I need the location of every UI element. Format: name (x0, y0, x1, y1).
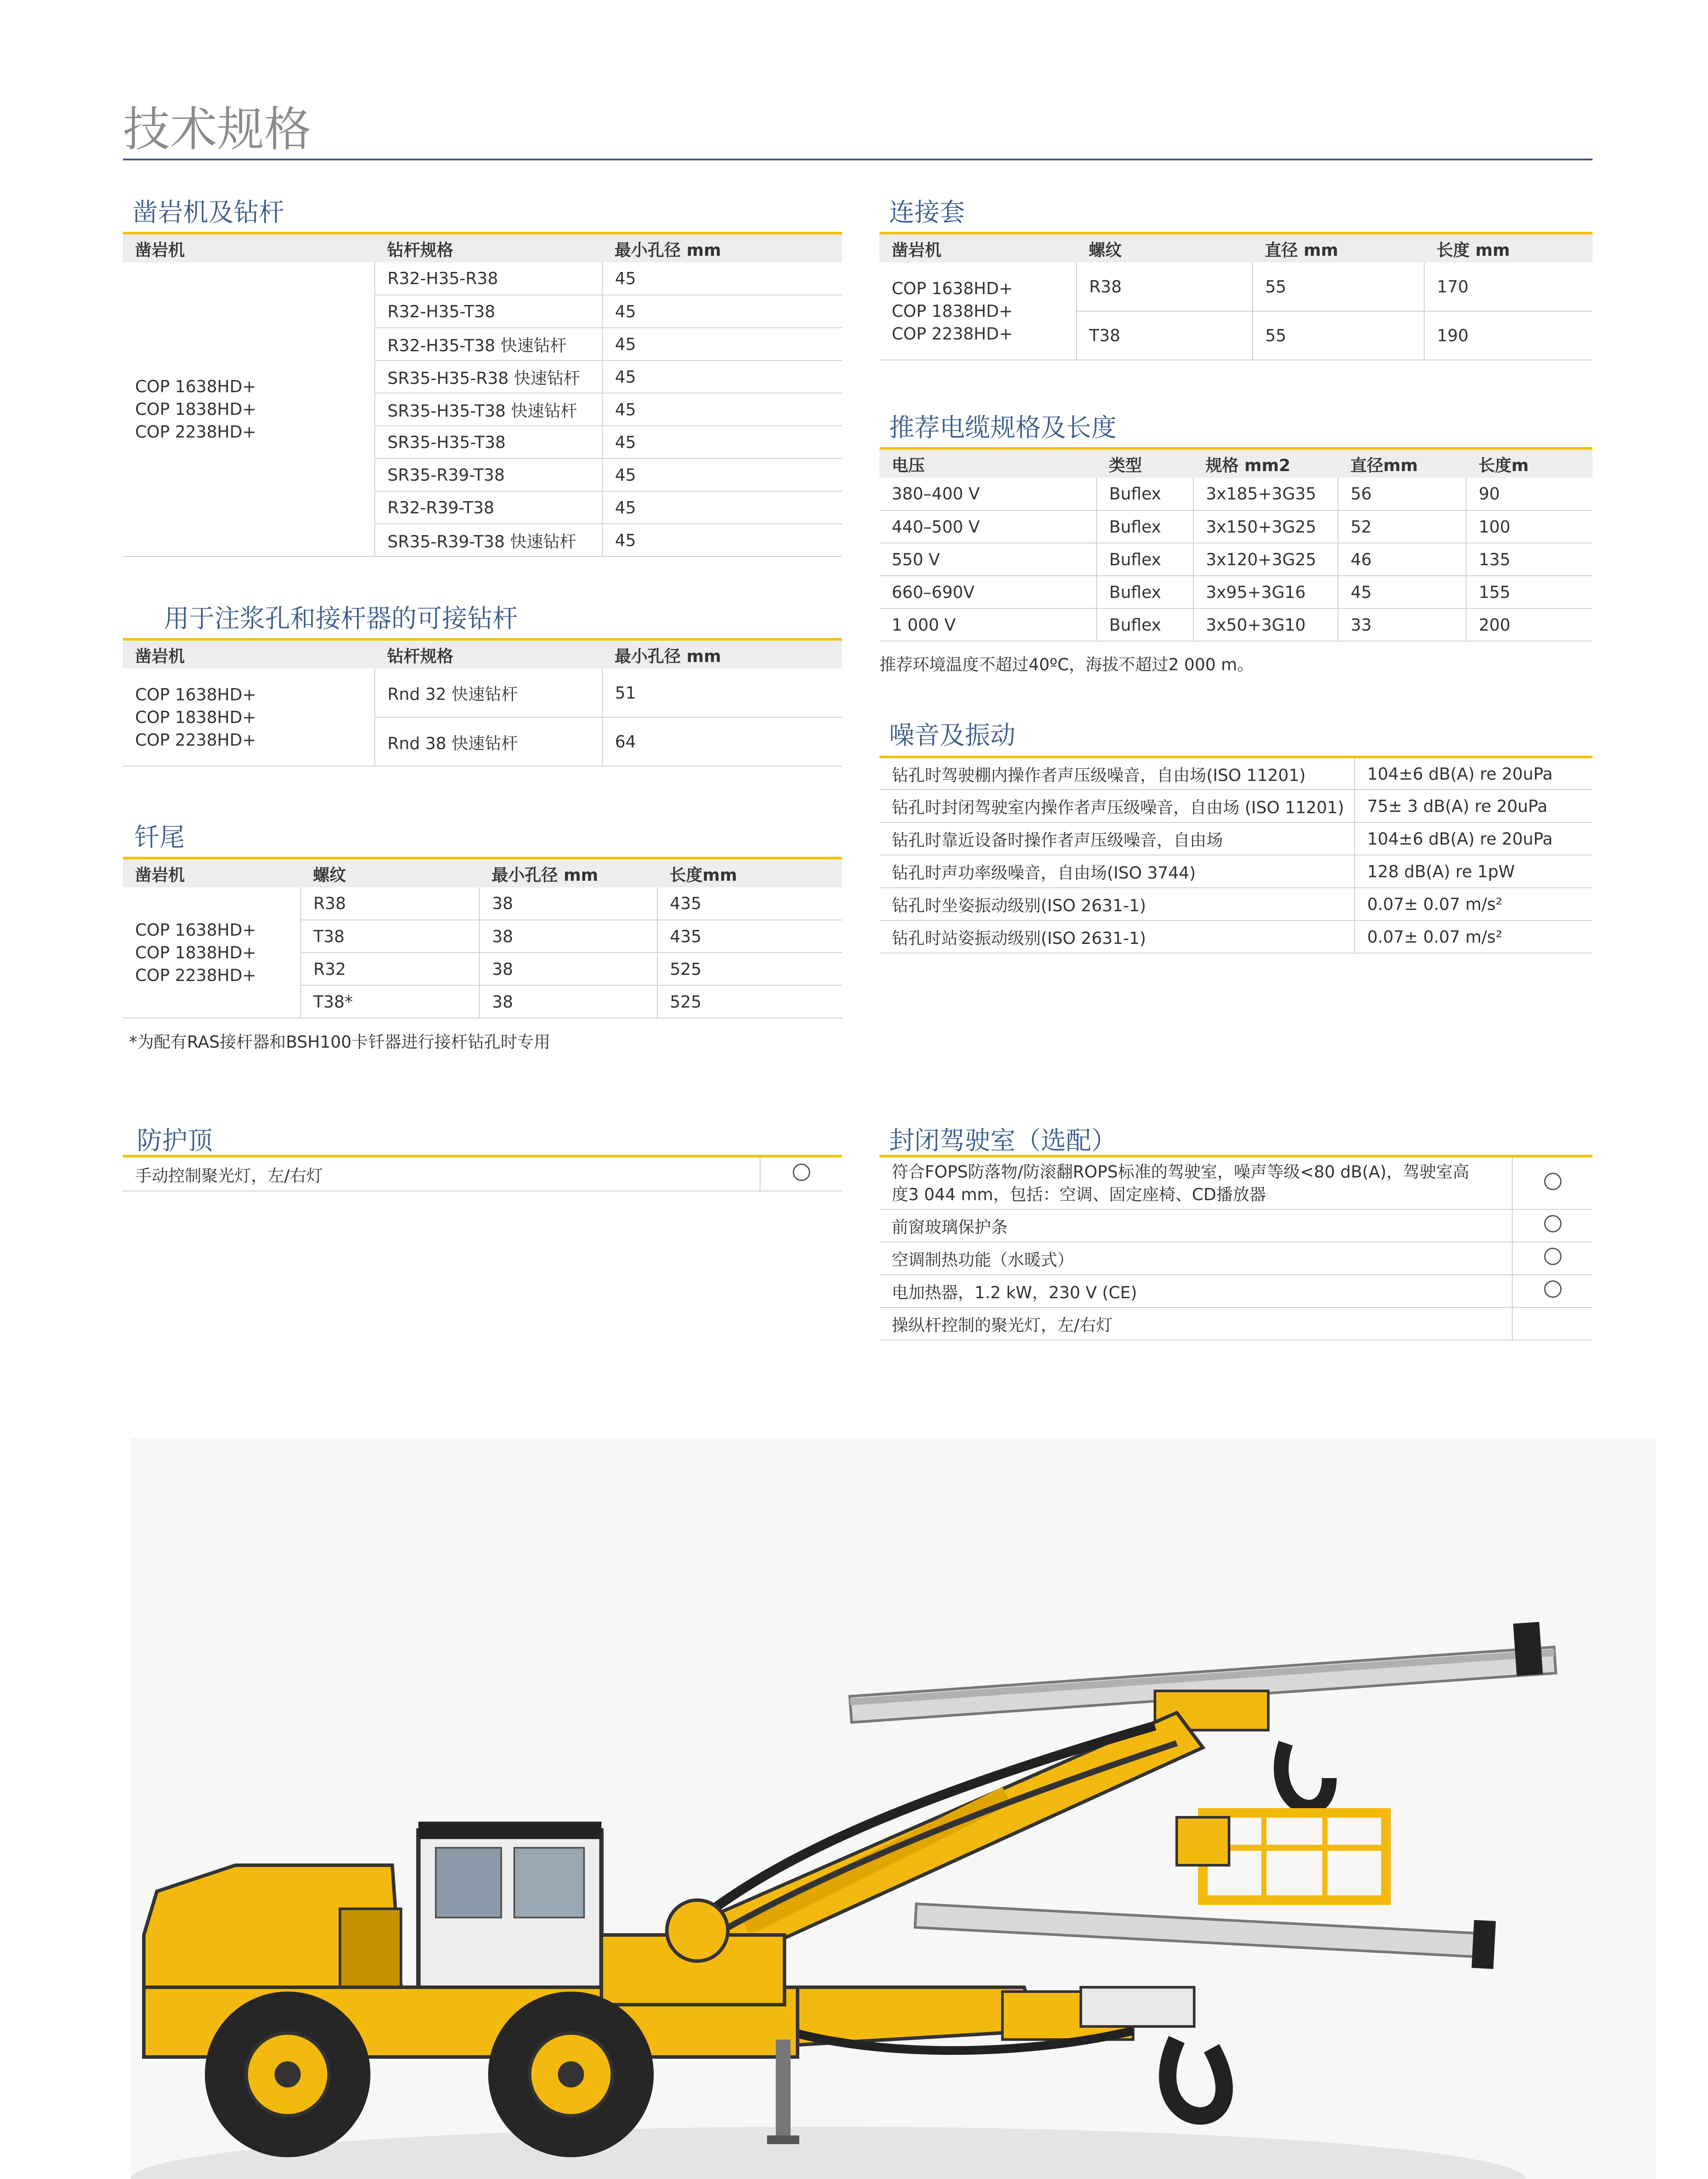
col-header: 螺纹 (1076, 233, 1253, 262)
model-cell: COP 1638HD+ COP 1838HD+ COP 2238HD+ (123, 669, 375, 766)
col-header: 电压 (879, 448, 1097, 478)
option-circle-icon (1544, 1248, 1562, 1265)
option-circle-icon (1544, 1215, 1562, 1232)
col-header: 螺纹 (301, 858, 479, 887)
table-row: 钻孔时封闭驾驶室内操作者声压级噪音，自由场 (ISO 11201) 75± 3 dB(A) re 20uPa (879, 790, 1593, 822)
grouting-title: 用于注浆孔和接杆器的可接钻杆 (164, 604, 518, 633)
table-row: 660–690V Buflex 3x95+3G16 45 155 (879, 576, 1593, 608)
coupling-table (879, 232, 1593, 360)
table-row: SR35-H35-T38 快速钻杆 45 (123, 393, 842, 426)
title-divider (123, 159, 1593, 160)
noise-table (879, 756, 1593, 954)
col-header: 直径 mm (1253, 233, 1424, 262)
option-circle-icon (1544, 1173, 1562, 1190)
table-row: T38 55 190 (879, 311, 1593, 360)
table-header-row (123, 639, 842, 669)
col-header: 凿岩机 (123, 639, 375, 669)
col-header: 规格 mm2 (1193, 448, 1338, 478)
table-row: R32-H35-T38 快速钻杆 45 (123, 328, 842, 360)
table-row: 550 V Buflex 3x120+3G25 46 135 (879, 543, 1593, 576)
table-row: 钻孔时站姿振动级别(ISO 2631-1) 0.07± 0.07 m/s² (879, 920, 1593, 953)
col-header: 长度 mm (1424, 233, 1593, 262)
coupling-title: 连接套 (889, 197, 965, 227)
table-row: COP 1638HD+ COP 1838HD+ COP 2238HD+ R32-H35-R38 45 (123, 262, 842, 295)
col-header: 最小孔径 mm (602, 233, 842, 262)
table-row: 380–400 V Buflex 3x185+3G35 56 90 (879, 478, 1593, 510)
table-header-row (123, 233, 842, 262)
table-row: 符合FOPS防落物/防滚翻ROPS标准的驾驶室，噪声等级<80 dB(A)，驾驶室高 度3 044 mm，包括：空调、固定座椅、CD播放器 (879, 1156, 1593, 1209)
table-row: SR35-H35-T38 45 (123, 426, 842, 458)
col-header: 凿岩机 (123, 858, 301, 887)
col-header: 最小孔径 mm (479, 858, 657, 887)
table-row: T38 38 435 (123, 920, 842, 953)
col-header: 长度m (1466, 448, 1593, 478)
shank-footnote: *为配有RAS接杆器和BSH100卡钎器进行接杆钻孔时专用 (129, 1032, 550, 1052)
table-row: SR35-R39-T38 快速钻杆 45 (123, 524, 842, 557)
shank-table (123, 857, 842, 1018)
rock-drill-table (123, 232, 842, 557)
cable-table (879, 447, 1593, 641)
col-header: 长度mm (657, 858, 842, 887)
table-row: 440–500 V Buflex 3x150+3G25 52 100 (879, 510, 1593, 543)
table-row: 1 000 V Buflex 3x50+3G10 33 200 (879, 608, 1593, 641)
table-row: T38* 38 525 (123, 985, 842, 1018)
model-cell: COP 1638HD+ COP 1838HD+ COP 2238HD+ (879, 262, 1076, 360)
table-row: R32-R39-T38 45 (123, 491, 842, 524)
col-header: 凿岩机 (123, 233, 375, 262)
option-circle-icon (1544, 1280, 1562, 1298)
table-header-row (123, 858, 842, 887)
table-row: 钻孔时靠近设备时操作者声压级噪音，自由场 104±6 dB(A) re 20uPa (879, 822, 1593, 855)
table-row: 电加热器，1.2 kW，230 V (CE) (879, 1275, 1593, 1307)
table-row: 钻孔时声功率级噪音，自由场(ISO 3744) 128 dB(A) re 1pW (879, 855, 1593, 888)
table-row: Rnd 38 快速钻杆 64 (123, 717, 842, 766)
table-row: 钻孔时坐姿振动级别(ISO 2631-1) 0.07± 0.07 m/s² (879, 888, 1593, 920)
table-row: COP 1638HD+ COP 1838HD+ COP 2238HD+ R38 55 170 (879, 262, 1593, 311)
page-title: 技术规格 (123, 102, 312, 157)
cab-title: 封闭驾驶室（选配） (889, 1126, 1117, 1155)
table-row: 前窗玻璃保护条 (879, 1209, 1593, 1242)
table-row: R32 38 525 (123, 953, 842, 985)
table-row: 空调制热功能（水暖式） (879, 1242, 1593, 1275)
table-row: COP 1638HD+ COP 1838HD+ COP 2238HD+ R38 38 435 (123, 887, 842, 920)
col-header: 类型 (1097, 448, 1193, 478)
cable-title: 推荐电缆规格及长度 (889, 413, 1117, 442)
model-cell: COP 1638HD+ COP 1838HD+ COP 2238HD+ (123, 262, 375, 557)
col-header: 凿岩机 (879, 233, 1076, 262)
table-row: R32-H35-T38 45 (123, 295, 842, 328)
model-cell: COP 1638HD+ COP 1838HD+ COP 2238HD+ (123, 887, 301, 1018)
table-row: SR35-H35-R38 快速钻杆 45 (123, 360, 842, 393)
shank-title: 钎尾 (134, 822, 185, 852)
table-row: SR35-R39-T38 45 (123, 458, 842, 491)
table-row: 操纵杆控制的聚光灯，左/右灯 (879, 1307, 1593, 1340)
option-circle-icon (793, 1164, 810, 1181)
table-row: 手动控制聚光灯，左/右灯 (123, 1156, 842, 1191)
grouting-table (123, 638, 842, 767)
protection-title: 防护顶 (137, 1126, 213, 1155)
cable-footnote: 推荐环境温度不超过40ºC，海拔不超过2 000 m。 (879, 655, 1254, 674)
protection-table (123, 1155, 842, 1191)
col-header: 最小孔径 mm (602, 639, 842, 669)
col-header: 直径mm (1338, 448, 1466, 478)
noise-title: 噪音及振动 (889, 720, 1016, 750)
table-row: 钻孔时驾驶棚内操作者声压级噪音，自由场(ISO 11201) 104±6 dB(A) re 20uPa (879, 757, 1593, 790)
col-header: 钻杆规格 (375, 639, 602, 669)
cab-table (879, 1155, 1593, 1341)
table-header-row (879, 448, 1593, 478)
table-row: COP 1638HD+ COP 1838HD+ COP 2238HD+ Rnd 32 快速钻杆 51 (123, 669, 842, 717)
drill-rig-illustration (0, 1429, 1708, 2179)
rock-drill-title: 凿岩机及钻杆 (132, 197, 285, 227)
col-header: 钻杆规格 (375, 233, 602, 262)
table-header-row (879, 233, 1593, 262)
